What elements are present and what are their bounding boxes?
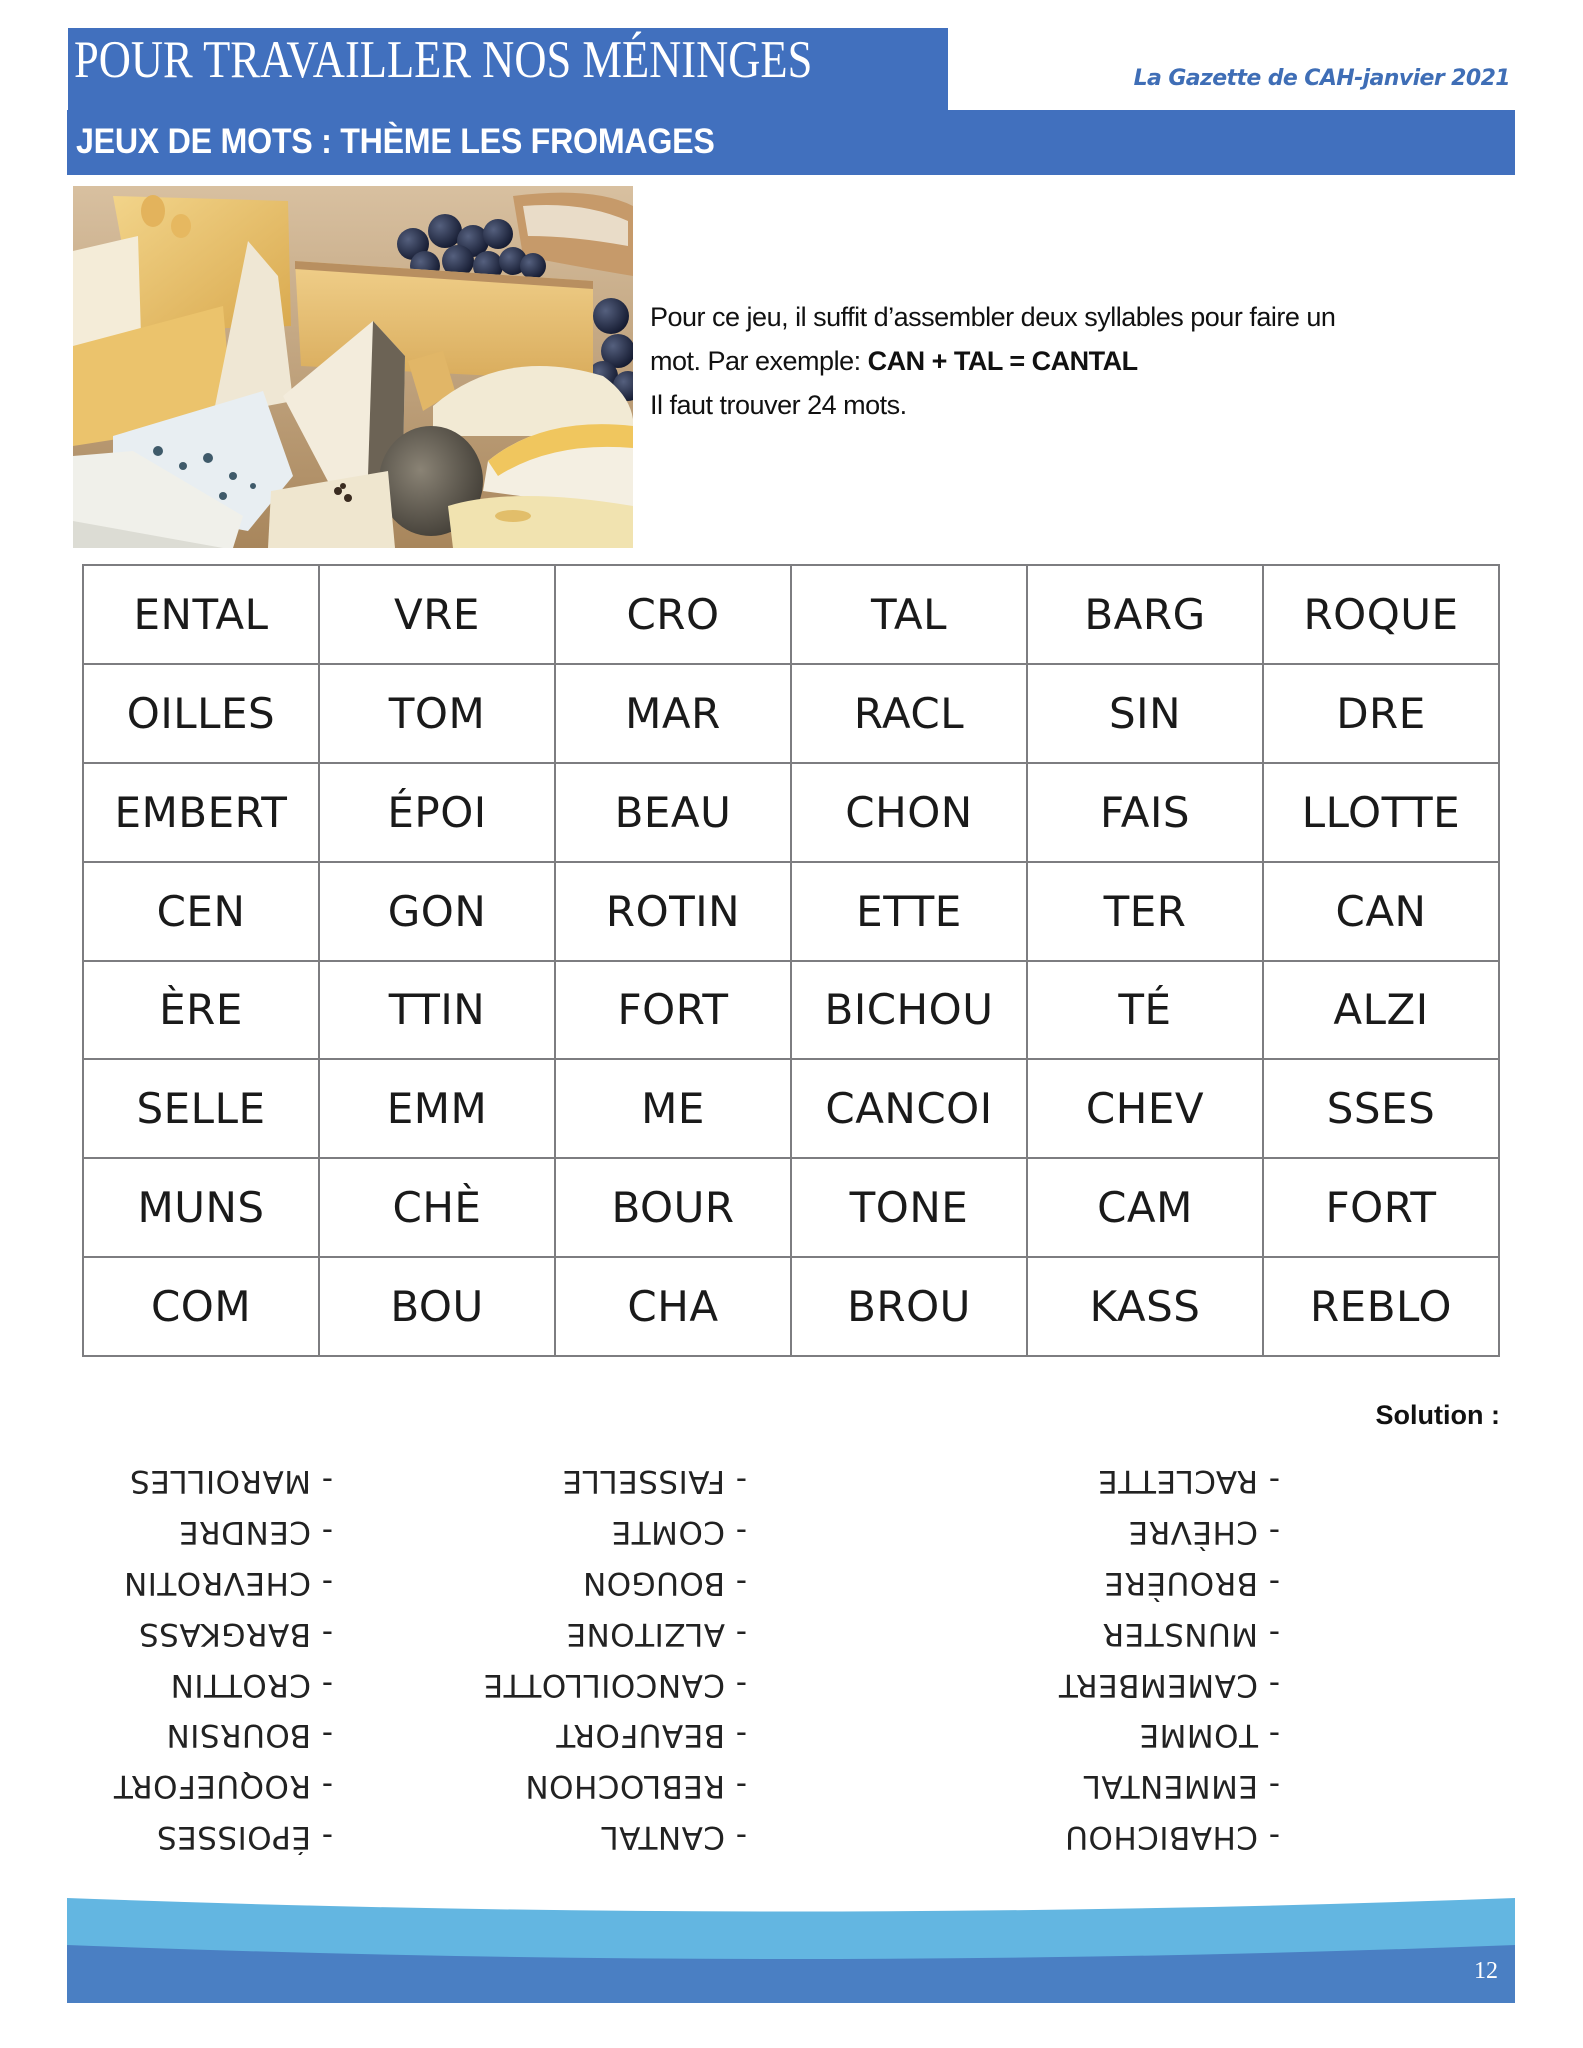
solution-item: - REBLOCHON	[524, 1768, 747, 1805]
solution-item: - COMTE	[611, 1514, 747, 1551]
grid-cell: CHON	[791, 763, 1027, 862]
grid-row	[83, 1257, 1499, 1356]
solution-item: - ROQUEFORT	[113, 1768, 333, 1805]
solution-item: - CANTAL	[600, 1819, 747, 1855]
grid-cell: KASS	[1027, 1257, 1263, 1356]
grid-cell: BOUR	[555, 1158, 791, 1257]
game-instructions	[650, 295, 1510, 427]
grid-cell: EMBERT	[83, 763, 319, 862]
solution-column-2	[483, 1456, 747, 1862]
solution-item: - CHÈVRE	[1128, 1514, 1280, 1551]
grid-cell: COM	[83, 1257, 319, 1356]
instructions-example: CAN + TAL = CANTAL	[867, 346, 1138, 376]
grid-cell: ROTIN	[555, 862, 791, 961]
syllable-grid	[82, 564, 1500, 1357]
solution-item: - TOMME	[1139, 1717, 1280, 1754]
grid-cell: CHA	[555, 1257, 791, 1356]
grid-cell: RACL	[791, 664, 1027, 763]
grid-cell: ROQUE	[1263, 565, 1499, 664]
grid-cell: OILLES	[83, 664, 319, 763]
grid-cell: CANCOI	[791, 1059, 1027, 1158]
grid-cell: TTIN	[319, 961, 555, 1060]
grid-cell: CAM	[1027, 1158, 1263, 1257]
grid-cell: BOU	[319, 1257, 555, 1356]
grid-cell: CHEV	[1027, 1059, 1263, 1158]
grid-cell: SSES	[1263, 1059, 1499, 1158]
grid-cell: TONE	[791, 1158, 1027, 1257]
solution-item: - MAROILLES	[129, 1463, 333, 1500]
grid-cell: ETTE	[791, 862, 1027, 961]
grid-cell: BARG	[1027, 565, 1263, 664]
grid-cell: CAN	[1263, 862, 1499, 961]
section-bar	[67, 110, 1515, 175]
grid-cell: REBLO	[1263, 1257, 1499, 1356]
grid-cell: BROU	[791, 1257, 1027, 1356]
solution-item: - MUNSTER	[1102, 1615, 1280, 1652]
page-title: POUR TRAVAILLER NOS MÉNINGES	[74, 31, 813, 89]
grid-cell: CHÈ	[319, 1158, 555, 1257]
cheese-photo	[73, 186, 633, 548]
solution-item: - CHABICHOU	[1064, 1819, 1280, 1855]
solution-column-1	[1058, 1456, 1280, 1862]
grid-cell: GON	[319, 862, 555, 961]
solution-item: - BOUGON	[582, 1565, 747, 1602]
grid-row	[83, 763, 1499, 862]
grid-cell: FORT	[555, 961, 791, 1060]
solution-item: - CROTTIN	[170, 1666, 333, 1703]
solution-list-upside-down	[60, 1462, 1300, 1862]
grid-row	[83, 1158, 1499, 1257]
grid-row	[83, 1059, 1499, 1158]
page-number: 12	[1474, 1958, 1498, 1984]
solution-item: - ÉPOISSES	[156, 1819, 333, 1855]
solution-item: - EMMENTAL	[1083, 1768, 1280, 1805]
solution-column-3	[113, 1456, 333, 1862]
grid-row	[83, 664, 1499, 763]
grid-row	[83, 961, 1499, 1060]
instructions-line-2	[650, 339, 1510, 383]
cheese-photo-icon	[73, 186, 633, 548]
solution-item: - BARGKASS	[138, 1615, 333, 1652]
grid-cell: BEAU	[555, 763, 791, 862]
grid-cell: SELLE	[83, 1059, 319, 1158]
grid-cell: ÉPOI	[319, 763, 555, 862]
grid-cell: ÈRE	[83, 961, 319, 1060]
grid-cell: TOM	[319, 664, 555, 763]
solution-item: - CHEVROTIN	[123, 1565, 333, 1602]
instructions-line-1: Pour ce jeu, il suffit d’assembler deux syllables pour faire un	[650, 302, 1336, 332]
instructions-prefix: mot. Par exemple:	[650, 346, 868, 376]
grid-cell: TER	[1027, 862, 1263, 961]
grid-row	[83, 862, 1499, 961]
grid-row	[83, 565, 1499, 664]
grid-cell: VRE	[319, 565, 555, 664]
grid-cell: SIN	[1027, 664, 1263, 763]
solution-item: - BOURSIN	[166, 1717, 333, 1754]
grid-cell: TAL	[791, 565, 1027, 664]
instructions-line-3: Il faut trouver 24 mots.	[650, 390, 907, 420]
grid-cell: TÉ	[1027, 961, 1263, 1060]
grid-cell: ME	[555, 1059, 791, 1158]
solution-item: - CAMEMBERT	[1058, 1666, 1280, 1703]
title-banner	[68, 28, 948, 110]
wave-decoration-icon	[67, 1895, 1515, 2003]
solution-item: - BEAUFORT	[555, 1717, 747, 1754]
solution-item: - RACLETTE	[1097, 1463, 1280, 1500]
publication-name: La Gazette de CAH-janvier 2021	[1133, 66, 1510, 91]
grid-cell: ALZI	[1263, 961, 1499, 1060]
section-title: JEUX DE MOTS : THÈME LES FROMAGES	[76, 122, 715, 161]
grid-cell: BICHOU	[791, 961, 1027, 1060]
solution-item: - CANCOILLOTTE	[482, 1666, 747, 1703]
solution-label: Solution :	[1375, 1400, 1500, 1430]
solution-item: - ALZITONE	[565, 1615, 747, 1652]
grid-cell: FAIS	[1027, 763, 1263, 862]
solution-item: - CENDRE	[178, 1514, 333, 1551]
solution-item: - BROUÈRE	[1103, 1565, 1280, 1602]
grid-cell: MAR	[555, 664, 791, 763]
grid-cell: FORT	[1263, 1158, 1499, 1257]
footer-wave	[67, 1895, 1515, 2003]
grid-cell: ENTAL	[83, 565, 319, 664]
grid-cell: EMM	[319, 1059, 555, 1158]
grid-cell: MUNS	[83, 1158, 319, 1257]
grid-cell: LLOTTE	[1263, 763, 1499, 862]
solution-item: - FAISSELLE	[562, 1463, 747, 1500]
grid-cell: CEN	[83, 862, 319, 961]
grid-cell: DRE	[1263, 664, 1499, 763]
grid-cell: CRO	[555, 565, 791, 664]
